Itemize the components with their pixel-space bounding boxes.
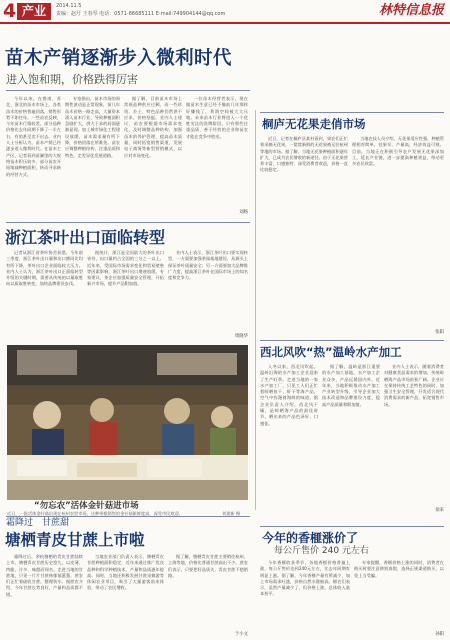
article-body: 记者从浙江省茶叶协会获悉，今年前三季度，浙江茶叶出口量和出口额同比均有所下降，茶叶出口企业面临较大压力。业内人士认为，浙江茶叶出口正面临转型升级的关键时期，需要从传统的以量取胜向以质取胜转变，加快品牌建设步伐。 [6, 250, 83, 287]
headline-torreya: 今年的香榧涨价了 [262, 531, 359, 545]
article-body: 专家指出，苗木市场的周期性波动是正常现象，前几年苗木价格一路走高，大量资本涌入苗木行业，导致种植面积急剧扩大，供大于求的局面逐渐显现。加上城市绿化工程建设放缓，苗木需求量有所下降，价格回落在所难免。苗农应调整种植结构，注重品质和特色，走差异化发展道路。 [65, 96, 120, 158]
article-body: 今年香榧收获季节，各地香榧价格普遍上涨，每公斤售价达到240元左右，比去年同期有明显上涨。据了解，今年香榧产量有所减少，加上市场需求旺盛，价格自然水涨船高。榧农们表示，虽然产量减少了，但价格上涨，总体收入基本持平。 [260, 560, 350, 597]
article-body: 入冬以来，西北风吹起，温岭沿海的水产加工企业迎来了生产旺季。走进当地的一家水产加工厂，只见工人们正忙着晾晒鱼干、虾干等海产品，空气中弥漫着海鲜的味道。据企业负责人介绍，西北风干燥，是晾晒海产品的最佳时节，晒出来的产品色泽好、口感佳。 [260, 364, 318, 426]
kicker-sugarcane: 霜降过 甘蔗甜 [6, 518, 70, 528]
subhead-seedlings: 进入饱和期，价格跌得厉害 [6, 73, 138, 86]
headline-aquatic: 西北风吹“热”温岭水产加工 [260, 345, 402, 359]
article-body: 当地农技人员介绍，无花果适应性强，种植管理相对简单，挂果早、产量高，经济效益可观。目前，当地正在积极引导农户发展无花果深加工，延长产业链，进一步提高种植效益，带动更多农民致富。 [352, 136, 444, 167]
page-number: 4 [3, 0, 17, 22]
article-body: 据了解，温岭是浙江重要的水产加工基地，水产加工企业众多，产品远销国内外。近年来，当地积极推动水产加工产业转型升级，引导企业加大技术改造和品牌建设力度，提高产品质量和附加值。 [322, 364, 380, 407]
article-body: 业内人士表示，随着消费者对健康食品需求的增加，传统晾晒海产品市场前景广阔。企业应在保持传统工艺特色的同时，加强卫生安全管理，开发适合现代消费需求的新产品，拓宽销售市场。 [384, 364, 444, 407]
article-body: 据了解，塘栖青皮甘蔗主要销往杭州、上海等地，价格比普通甘蔗高出不少。蔗农们表示，只要把好品质关，青皮甘蔗不愁销路。 [168, 554, 248, 578]
section-rule [260, 340, 444, 341]
headline-sugarcane: 塘栖青皮甘蔗上市啦 [5, 531, 145, 549]
byline: 刘杨 [239, 210, 248, 215]
byline: 孙阳 [435, 632, 444, 637]
article-body: 今年以来，在鲁南、苏北、浙北的苗木市场上，各类苗木的价格普遍回落，销售形势不如往年。一些苗农反映，今年苗木行情较差，部分品种价格比去年同期下降了一半左右，有的甚至卖不出去。业内人士分析认为，苗木产销已经逐步进入微利时代。在苗木主产区，记者看到苗圃里的大规格苗木积压较多，部分苗农开始缩减种植面积，转而寻求新的经营方式。 [6, 96, 61, 177]
section-label: 产业 [17, 3, 51, 20]
mushroom-stall-illustration [7, 345, 248, 500]
section-rule [6, 222, 250, 223]
headline-rule [6, 90, 250, 91]
market-photo [7, 345, 248, 500]
headline-seedlings: 苗木产销逐渐步入微利时代 [5, 48, 232, 69]
headline-tea-export: 浙江茶叶出口面临转型 [5, 228, 166, 247]
newspaper-logo: 林特信息报 [378, 3, 444, 18]
editor-contact: 责编：赵圩 王春琴 电话：0571-86685111 E-mail:749904144@qq.com [56, 11, 226, 17]
article-body: 一位苗木经营者表示，现在做苗木生意已经不像前几年那样好赚钱了，利润空间被大大压缩。未来苗木行业将进入一个优胜劣汰的洗牌阶段，只有那些注重品质、善于经营的企业和苗农才能在竞争中胜出。 [186, 96, 248, 139]
article-body: 当地农业部门负责人表示，塘栖青皮甘蔗种植面积稳定，近年来通过推广优良品种和科学种植技术，产量和品质逐年提高。同时，当地还积极发展甘蔗采摘游等休闲农业项目，吸引了大量游客前来体验，带动了农民增收。 [87, 554, 164, 591]
photo-caption: 近日，一批活体金针菇出现在杭州农贸市场，这种带根销售的金针菇新鲜度高，深受市民欢迎。 [7, 511, 183, 516]
photo-credit: 刘建新 摄 [222, 511, 241, 516]
article-body: 据统计，浙江是全国最大的茶叶出口省份，出口量约占全国的三分之一以上。近年来，受国际市场需求变化和贸易壁垒等因素影响，浙江茶叶出口增速放缓。专家建议，茶企应加强质量安全管理，开拓新兴市场，提升产品附加值。 [87, 250, 164, 287]
photo-caption-title: “勿忘农”活体金针菇进市场 [34, 501, 139, 511]
section-rule [260, 526, 444, 527]
article-body: 霜降过后，余杭塘栖的青皮甘蔗陆续上市。塘栖青皮甘蔗历史悠久，以皮薄、肉脆、汁多、味甜而闻名。走进当地的甘蔗地，只见一片片甘蔗林郁郁葱葱，蔗农们正忙着砍收甘蔗，整理装车。据蔗农介绍，今年甘蔗长势良好，产量和品质都不错。 [6, 554, 83, 597]
byline: 徐来 [435, 508, 444, 513]
article-body: 专家提醒，香榧价格上涨的同时，消费者在购买时要注意辨别真假，选择正规渠道购买，以免上当受骗。 [354, 560, 444, 578]
article-body: 业内人士表示，浙江茶叶出口要实现转型，一方面要加强茶园基地建设，从源头上保证茶叶质量安全；另一方面要加大品牌推广力度，提高浙江茶叶在国际市场上的知名度和竞争力。 [168, 250, 248, 281]
column-divider [255, 110, 256, 510]
issue-date: 2014.11.5 [56, 3, 82, 9]
headline-fig: 桐庐无花果走俏市场 [262, 117, 366, 131]
article-body: 据了解，目前苗木市场上常规品种供应过剩，而一些珍贵、乡土、特色品种仍然供不应求，价格坚挺。业内人士建议，苗农要根据市场需求变化，及时调整品种结构，加强苗木的养护管理，提高苗木质量，同时拓宽销售渠道，发展电子商务等新型营销模式，以应对市场变化。 [124, 96, 182, 158]
section-rule [6, 516, 250, 517]
byline: 于小文 [234, 632, 248, 637]
byline: 张阳 [435, 330, 444, 335]
section-rule [260, 112, 444, 113]
article-body: 近日，记者在桐庐县某村看到，果农们正忙着采摘无花果，一筐筐新鲜的无花果被运往杭州等地的市场。据了解，当地无花果种植面积逐年扩大，已成为农民增收的新途径。由于无花果营养丰富、口感独特，深受消费者欢迎，价格一直比较稳定。 [260, 136, 348, 173]
subhead-torreya: 每公斤售价 240 元左右 [274, 546, 369, 556]
byline: 周晓华 [234, 334, 248, 339]
